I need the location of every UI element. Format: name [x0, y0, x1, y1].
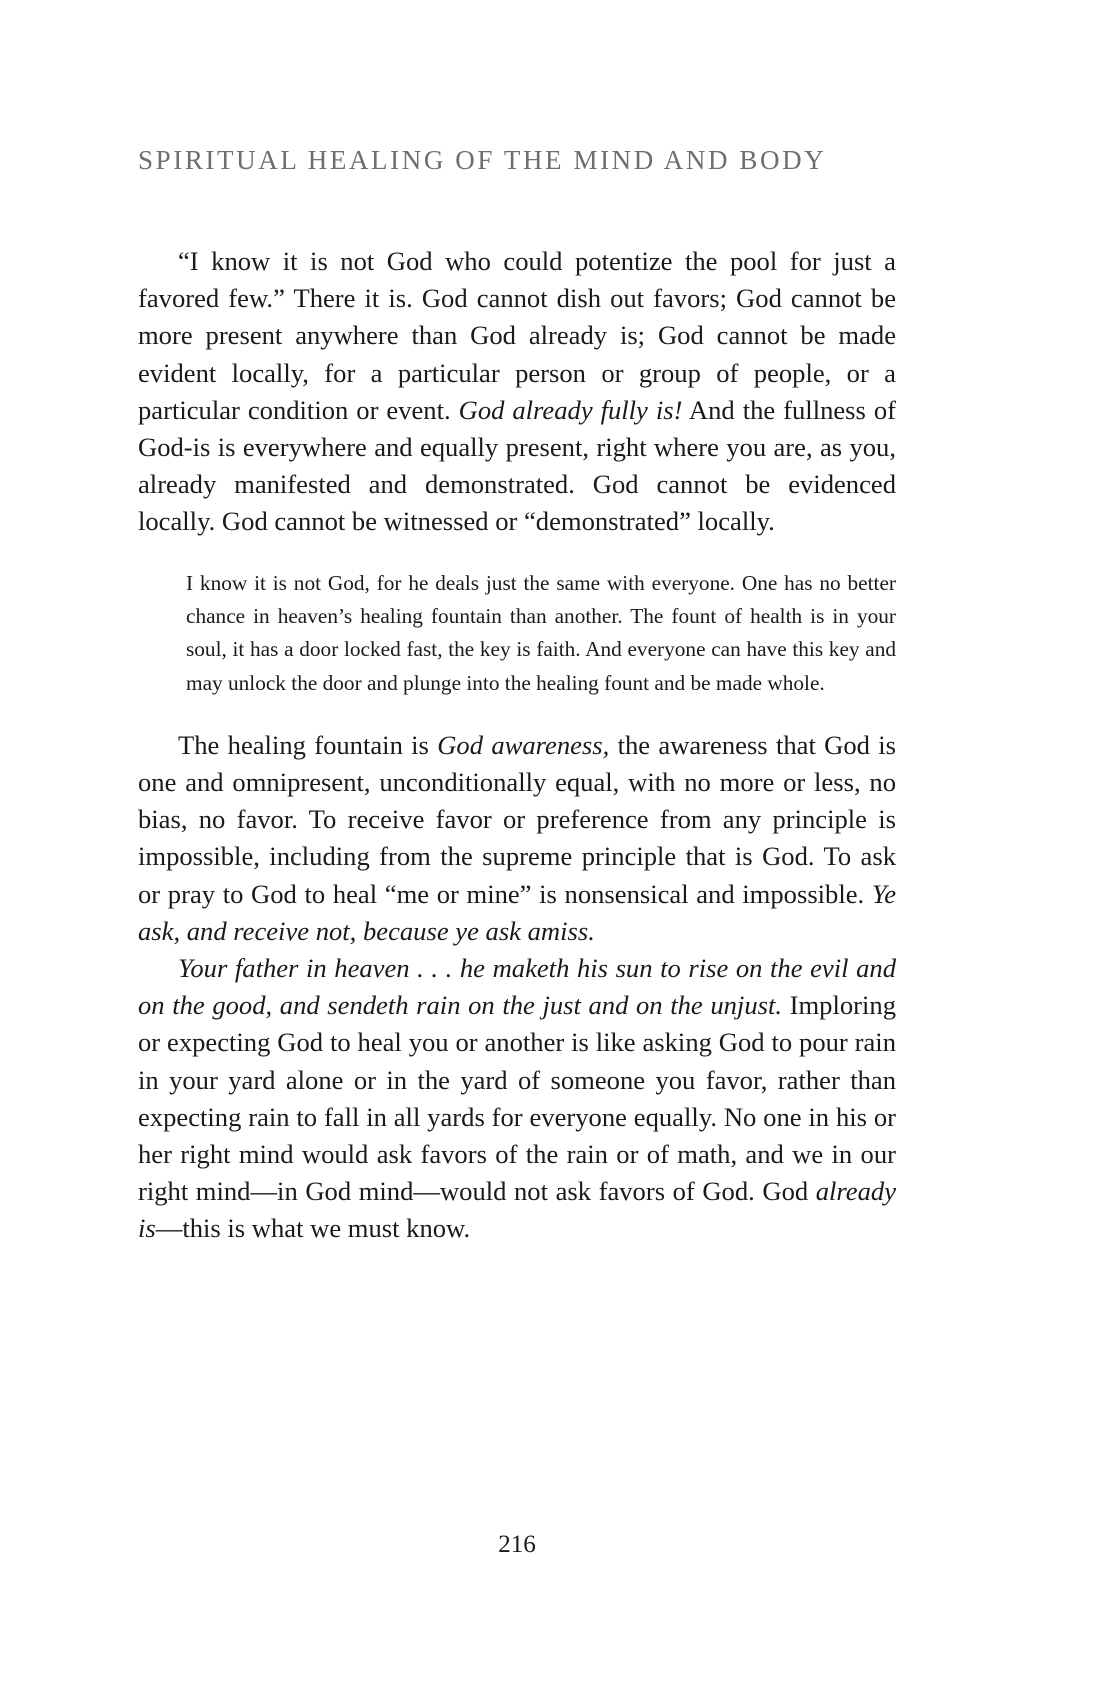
paragraph-3-italic-a: Your father in heaven . . . he maketh his sun to rise on the evil and on the good, and sendeth rain on the just and on the unjust. [138, 953, 896, 1021]
running-head: SPIRITUAL HEALING OF THE MIND AND BODY [138, 145, 827, 175]
block-quote [186, 567, 896, 700]
paragraph-2-text-b: the awareness that God is one and omnipresent, unconditionally equal, with no more or less, no bias, no favor. To receive favor or preference from any principle is impossible, including from the supreme principle that is God. To ask or pray to God to heal “me or mine” is nonsensical and impossible. [138, 729, 896, 909]
block-quote-text: I know it is not God, for he deals just the same with everyone. One has no better chance in heaven’s healing fountain than another. The fount of health is in your soul, it has a door locked fast, the key is faith. And everyone can have this key and may unlock the door and plunge into the healing fount and be made whole. [186, 570, 896, 695]
book-page [138, 0, 896, 1700]
paragraph-1-text-b: And the fullness of God-is is everywhere and equally present, right where you are, as you, already manifested and demonstrated. God cannot be evidenced locally. God cannot be witnessed or “demonstrated” locally. [138, 394, 896, 537]
paragraph-1-text-a: “I know it is not God who could potentize the pool for just a favored few.” There it is. God cannot dish out favors; God cannot be more present anywhere than God already is; God cannot be made evident locally, for a particular person or group of people, or a particular condition or event. [138, 246, 896, 425]
paragraph-2 [138, 727, 896, 950]
paragraph-1 [138, 243, 896, 541]
paragraph-3-italic-b: already is [138, 1176, 896, 1244]
page-number: 216 [498, 1531, 536, 1558]
paragraph-1-italic-a: God already fully is! [458, 394, 683, 425]
paragraph-3-text-a: Imploring or expecting God to heal you or another is like asking God to pour rain in your yard alone or in the yard of someone you favor, rather than expecting rain to fall in all yards for everyone equally. No one in his or her right mind would ask favors of the rain or of math, and we in our right mind—in God mind—would not ask favors of God. God [138, 990, 896, 1207]
body-text [138, 243, 896, 1248]
paragraph-2-italic-a: God awareness, [437, 729, 610, 760]
paragraph-3-text-b: —this is what we must know. [155, 1213, 471, 1244]
paragraph-2-italic-b: Ye ask, and receive not, because ye ask amiss. [138, 878, 896, 946]
paragraph-3 [138, 950, 896, 1248]
paragraph-2-text-a: The healing fountain is [178, 729, 438, 760]
